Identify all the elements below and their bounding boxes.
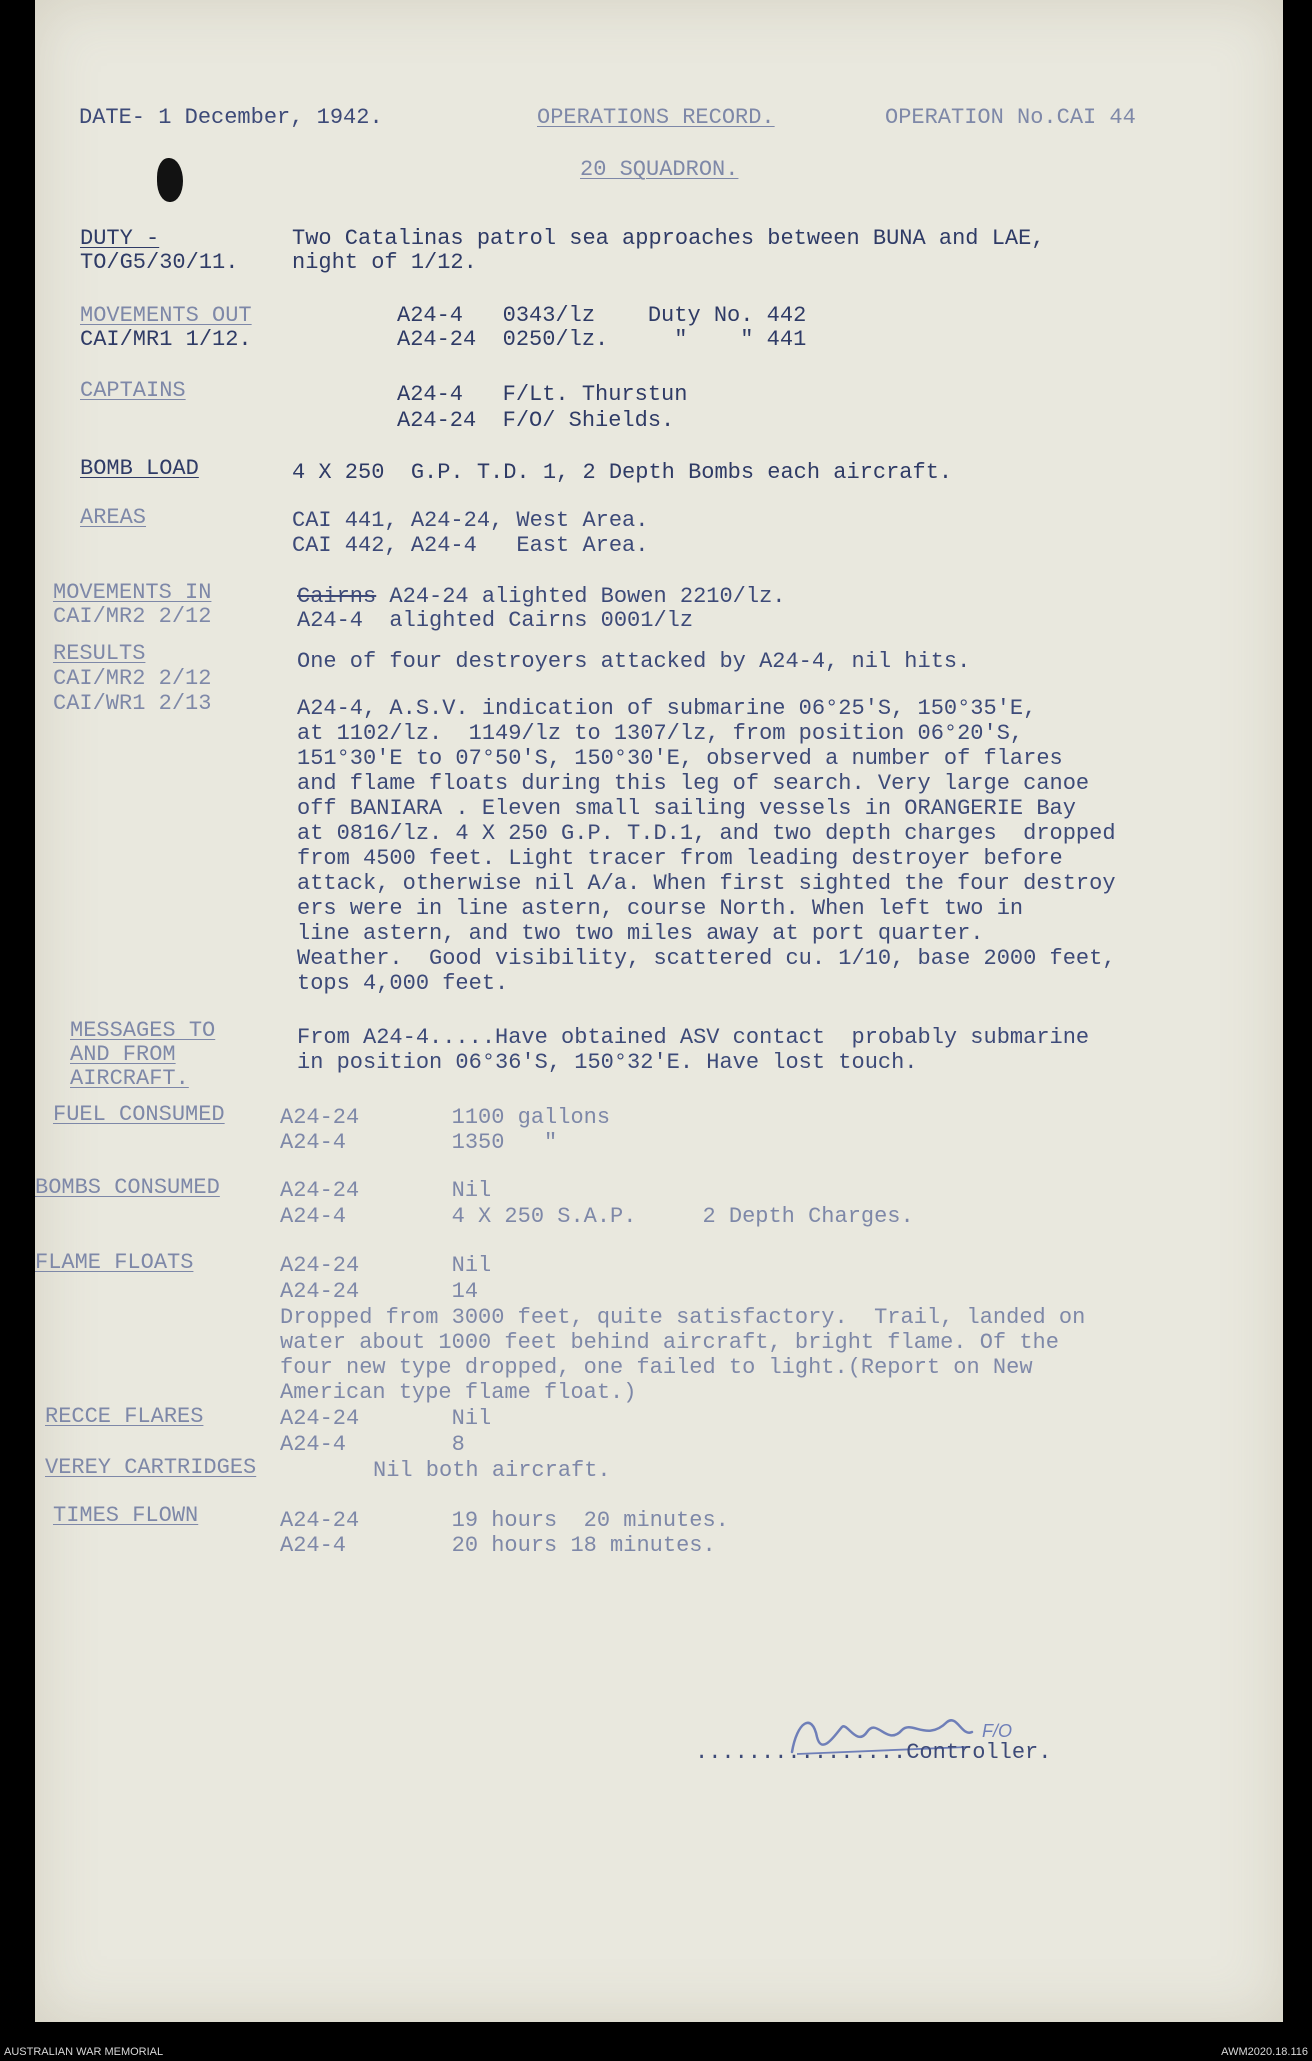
movements-out-line-1: A24-4 0343/lz Duty No. 442 [397,303,807,328]
bombs-line-1: A24-24 Nil [280,1178,492,1203]
results-line: from 4500 feet. Light tracer from leading destroyer before [297,846,1063,871]
areas-line-1: CAI 441, A24-24, West Area. [292,508,649,533]
fuel-line-1: A24-24 1100 gallons [280,1105,611,1130]
flame-floats-note: four new type dropped, one failed to light.(Report on New [280,1355,1033,1380]
messages-label-3: AIRCRAFT. [70,1066,189,1091]
record-title: OPERATIONS RECORD. [537,105,775,130]
bombs-line-2: A24-4 4 X 250 S.A.P. 2 Depth Charges. [280,1204,914,1229]
times-line-1: A24-24 19 hours 20 minutes. [280,1508,729,1533]
movements-in-line-1 [297,584,786,610]
document-page [35,0,1283,2022]
flame-floats-note: Dropped from 3000 feet, quite satisfactory. Trail, landed on [280,1305,1086,1330]
recce-flares-line-1: A24-24 Nil [280,1406,492,1431]
messages-line-1: From A24-4.....Have obtained ASV contact probably submarine [297,1025,1090,1050]
results-line: at 1102/lz. 1149/lz to 1307/lz, from position 06°20'S, [297,721,1024,746]
signature-initials: F/O [982,1721,1012,1741]
fuel-label: FUEL CONSUMED [53,1102,225,1127]
messages-line-2: in position 06°36'S, 150°32'E. Have lost touch. [297,1050,918,1075]
results-line: at 0816/lz. 4 X 250 G.P. T.D.1, and two depth charges dropped [297,821,1116,846]
archive-reference: AWM2020.18.116 [1221,2046,1308,2058]
results-line: and flame floats during this leg of search. Very large canoe [297,771,1090,796]
flame-floats-label: FLAME FLOATS [35,1250,194,1275]
controller-line: ................Controller. [695,1740,1052,1765]
flame-floats-note: American type flame float.) [280,1380,637,1405]
operation-number: OPERATION No.CAI 44 [885,105,1136,130]
bomb-load-line: 4 X 250 G.P. T.D. 1, 2 Depth Bombs each aircraft. [292,460,953,485]
results-reference-2: CAI/WR1 2/13 [53,691,212,716]
verey-label: VEREY CARTRIDGES [45,1455,257,1480]
fuel-line-2: A24-4 1350 " [280,1130,558,1155]
captains-label: CAPTAINS [80,378,186,403]
results-line: ers were in line astern, course North. When left two in [297,896,1024,921]
captains-line-2: A24-24 F/O/ Shields. [397,408,675,433]
results-label: RESULTS [53,641,146,666]
bomb-load-label: BOMB LOAD [80,456,199,481]
movements-in-line-2: A24-4 alighted Cairns 0001/lz [297,608,694,633]
movements-in-line-1-text: A24-24 alighted Bowen 2210/lz. [389,584,786,609]
results-line: A24-4, A.S.V. indication of submarine 06°25'S, 150°35'E, [297,696,1037,721]
results-line: attack, otherwise nil A/a. When first sighted the four destroy [297,871,1116,896]
movements-out-label: MOVEMENTS OUT [80,303,252,328]
movements-out-line-2: A24-24 0250/lz. " " 441 [397,327,807,352]
recce-flares-line-2: A24-4 8 [280,1432,465,1457]
times-line-2: A24-4 20 hours 18 minutes. [280,1533,716,1558]
results-reference-1: CAI/MR2 2/12 [53,666,212,691]
squadron-heading: 20 SQUADRON. [580,157,739,182]
results-line: line astern, and two two miles away at port quarter. [297,921,984,946]
movements-in-reference: CAI/MR2 2/12 [53,604,212,629]
times-flown-label: TIMES FLOWN [53,1503,199,1528]
recce-flares-label: RECCE FLARES [45,1404,204,1429]
duty-line-2: night of 1/12. [292,250,477,275]
messages-label: MESSAGES TO [70,1018,216,1043]
flame-floats-line-2: A24-24 14 [280,1279,479,1304]
flame-floats-line-1: A24-24 Nil [280,1253,492,1278]
verey-line: Nil both aircraft. [373,1458,611,1483]
struck-word: Cairns [297,584,377,609]
archive-credit: AUSTRALIAN WAR MEMORIAL [4,2046,164,2058]
results-summary: One of four destroyers attacked by A24-4, nil hits. [297,649,971,674]
duty-line-1: Two Catalinas patrol sea approaches between BUNA and LAE, [292,226,1045,251]
movements-in-label: MOVEMENTS IN [53,580,212,605]
movements-out-reference: CAI/MR1 1/12. [80,327,252,352]
bombs-consumed-label: BOMBS CONSUMED [35,1175,220,1200]
captains-line-1: A24-4 F/Lt. Thurstun [397,382,688,407]
messages-label-2: AND FROM [70,1042,176,1067]
duty-reference: TO/G5/30/11. [80,250,239,275]
punch-hole [157,158,183,202]
results-line: Weather. Good visibility, scattered cu. 1/10, base 2000 feet, [297,946,1116,971]
results-line: 151°30'E to 07°50'S, 150°30'E, observed a number of flares [297,746,1063,771]
results-line: tops 4,000 feet. [297,971,509,996]
flame-floats-note: water about 1000 feet behind aircraft, bright flame. Of the [280,1330,1059,1355]
results-line: off BANIARA . Eleven small sailing vessels in ORANGERIE Bay [297,796,1076,821]
record-date: DATE- 1 December, 1942. [79,105,383,130]
areas-line-2: CAI 442, A24-4 East Area. [292,533,649,558]
areas-label: AREAS [80,505,147,530]
duty-label: DUTY - [80,226,160,251]
